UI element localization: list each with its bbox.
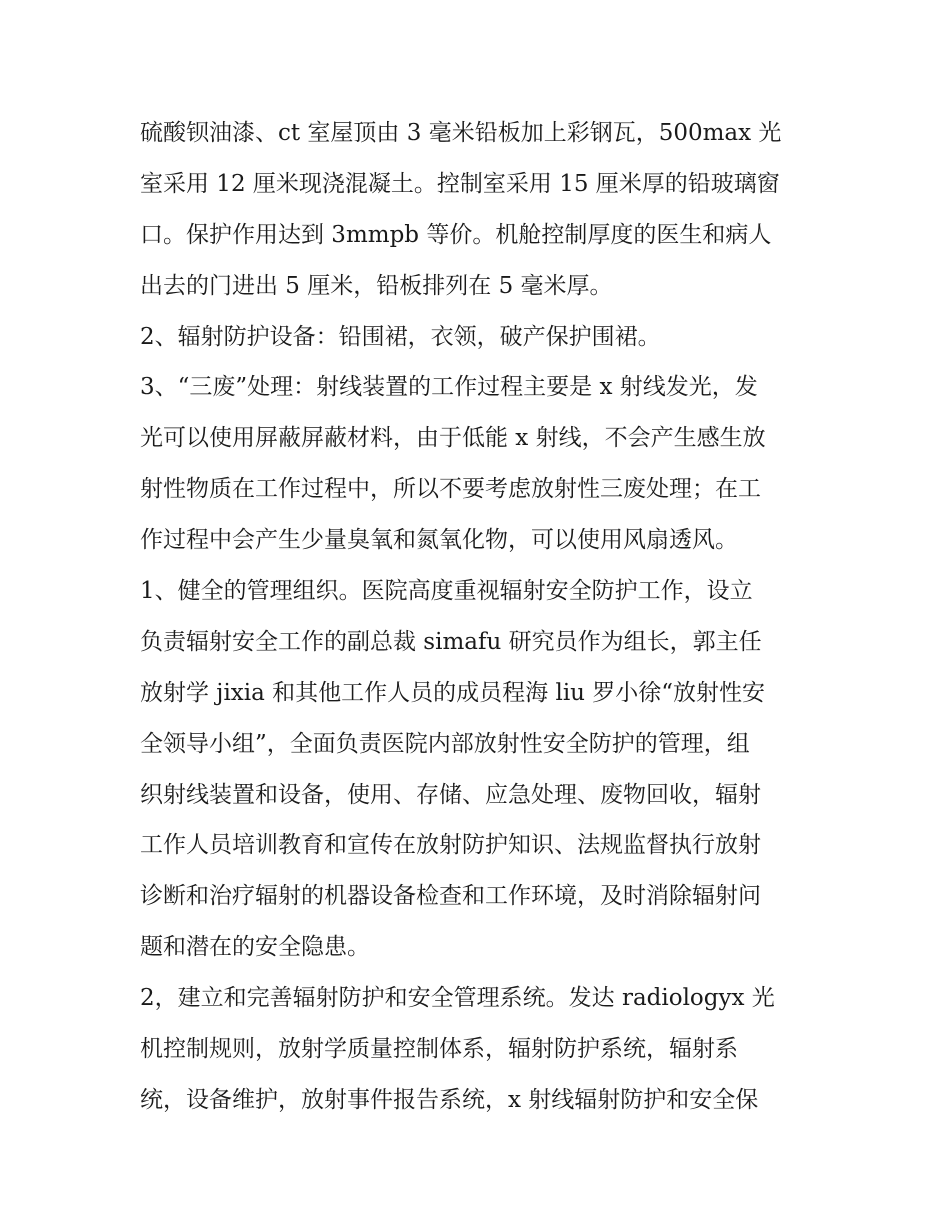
text-line: 作过程中会产生少量臭氧和氮氧化物，可以使用风扇透风。	[140, 527, 738, 554]
text-line: 硫酸钡油漆、ct 室屋顶由 3 毫米铅板加上彩钢瓦，500max 光	[140, 120, 782, 146]
text-line: 题和潜在的安全隐患。	[140, 934, 370, 961]
text-line: 工作人员培训教育和宣传在放射防护知识、法规监督执行放射	[140, 832, 761, 859]
text-line: 机控制规则，放射学质量控制体系，辐射防护系统，辐射系	[140, 1036, 738, 1063]
text-line: 织射线装置和设备，使用、存储、应急处理、废物回收，辐射	[140, 781, 761, 808]
text-line: 负责辐射安全工作的副总裁 simafu 研究员作为组长，郭主任	[140, 628, 762, 655]
document-body	[140, 108, 820, 1126]
text-line: 全领导小组”，全面负责医院内部放射性安全防护的管理，组	[140, 730, 750, 757]
text-line: 放射学 jixia 和其他工作人员的成员程海 liu 罗小徐“放射性安	[140, 679, 766, 706]
text-line: 统，设备维护，放射事件报告系统，x 射线辐射防护和安全保	[140, 1086, 759, 1113]
text-line: 1、健全的管理组织。医院高度重视辐射安全防护工作，设立	[140, 578, 753, 605]
text-line: 2、辐射防护设备：铅围裙，衣领，破产保护围裙。	[140, 323, 661, 350]
text-line: 口。保护作用达到 3mmpb 等价。机舱控制厚度的医生和病人	[140, 221, 772, 248]
text-line: 射性物质在工作过程中，所以不要考虑放射性三废处理；在工	[140, 476, 761, 503]
text-line: 室采用 12 厘米现浇混凝土。控制室采用 15 厘米厚的铅玻璃窗	[140, 170, 780, 197]
text-line: 出去的门进出 5 厘米，铅板排列在 5 毫米厚。	[140, 272, 613, 299]
text-line: 2，建立和完善辐射防护和安全管理系统。发达 radiologyx 光	[140, 985, 775, 1012]
text-line: 3、“三废”处理：射线装置的工作过程主要是 x 射线发光，发	[140, 374, 758, 401]
text-line: 光可以使用屏蔽屏蔽材料，由于低能 x 射线，不会产生感生放	[140, 425, 766, 452]
text-line: 诊断和治疗辐射的机器设备检查和工作环境，及时消除辐射问	[140, 883, 761, 910]
